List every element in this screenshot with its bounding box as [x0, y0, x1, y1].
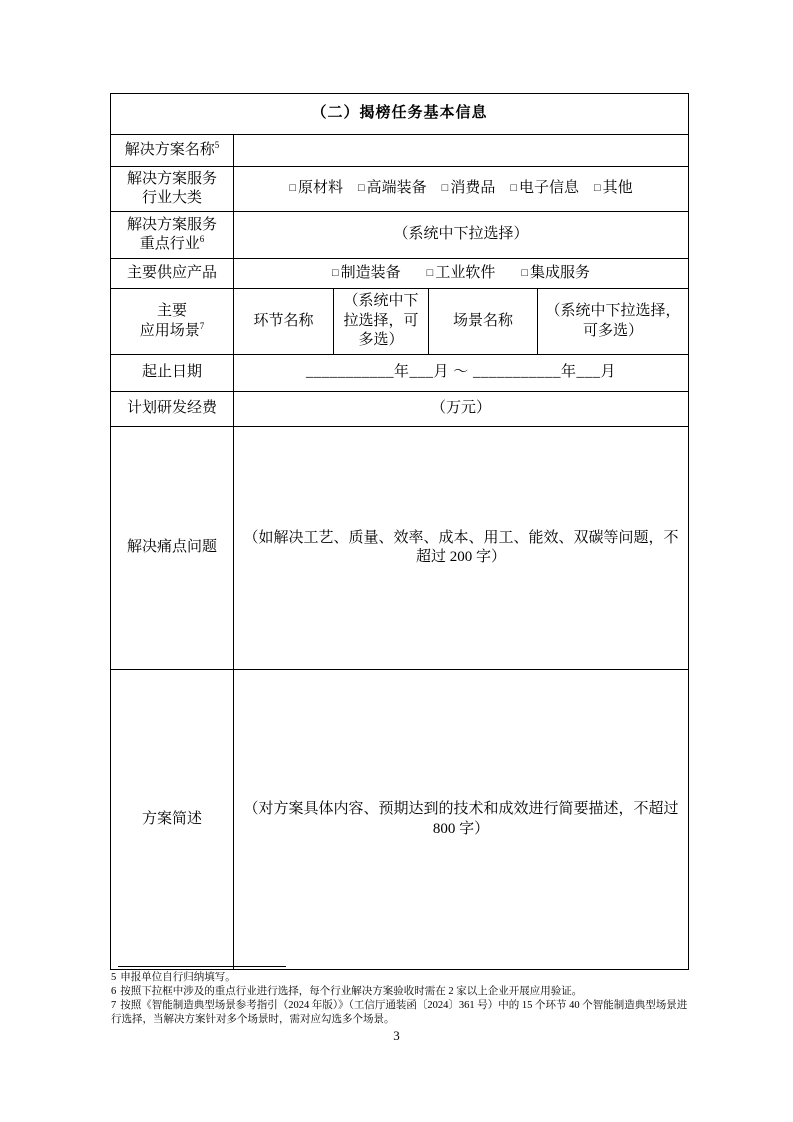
- checkbox-option: [594, 179, 633, 199]
- industry-category-options-cell: [234, 167, 689, 212]
- footnote-5: 5 申报单位自行归纳填写。: [111, 972, 236, 983]
- checkbox-icon: □: [594, 182, 601, 195]
- checkbox-label: 原材料: [297, 180, 343, 197]
- checkbox-icon: □: [521, 266, 528, 279]
- table-row: [111, 427, 689, 670]
- summary-label: 方案简述: [111, 670, 234, 970]
- table-row: [111, 259, 689, 289]
- dates-label: 起止日期: [111, 355, 234, 392]
- summary-content-cell: （对方案具体内容、预期达到的技术和成效进行简要描述，不超过 800 字）: [234, 670, 689, 970]
- checkbox-icon: □: [289, 182, 296, 195]
- page-number: 3: [393, 1028, 400, 1043]
- industry-category-label: 解决方案服务 行业大类: [111, 167, 234, 212]
- footnote-ref-6: 6: [199, 234, 205, 244]
- budget-label: 计划研发经费: [111, 392, 234, 427]
- table-row: [111, 167, 689, 212]
- key-industry-label: 解决方案服务 重点行业$^6$: [111, 212, 234, 259]
- scenario-col-link-name: 环节名称: [234, 289, 334, 355]
- checkbox-option: [358, 179, 427, 199]
- pain-points-label: 解决痛点问题: [111, 427, 234, 670]
- checkbox-icon: □: [510, 182, 517, 195]
- checkbox-option: [289, 179, 343, 199]
- table-row: [111, 355, 689, 392]
- budget-value-cell: （万元）: [234, 392, 689, 427]
- footnote-6: 6 按照下拉框中涉及的重点行业进行选择，每个行业解决方案验收时需在 2 家以上企业开展应用验证。: [111, 985, 583, 997]
- footnote-ref-7: 7: [199, 320, 205, 331]
- scenario-col-scene-select: （系统中下拉选择，可多选）: [538, 289, 689, 355]
- checkbox-icon: □: [441, 182, 449, 195]
- checkbox-option: [521, 264, 590, 284]
- table-row: [111, 135, 689, 167]
- scenario-col-link-select: （系统中下拉选择，可多选）: [334, 289, 429, 355]
- table-title: （二）揭榜任务基本信息: [111, 94, 689, 135]
- footnote-separator: [118, 966, 286, 967]
- key-industry-value-cell: （系统中下拉选择）: [234, 212, 689, 259]
- checkbox-option: [332, 264, 401, 284]
- checkbox-icon: □: [332, 266, 339, 279]
- solution-name-label: 解决方案名称$^5$: [111, 135, 234, 167]
- checkbox-label: 制造装备: [340, 264, 401, 281]
- footnote-7: 7 按照《智能制造典型场景参考指引（2024 年版）》（工信厅通装函〔2024〕361 号）中的 15 个环节 40 个智能制造典型场景进行选择，当解决方案针对多个场景时，需对应勾选多个场景。: [111, 999, 688, 1025]
- checkbox-label: 消费品: [450, 180, 496, 197]
- footnotes: [111, 971, 689, 1026]
- checkbox-label: 其他: [602, 180, 633, 197]
- checkbox-label: 高端装备: [366, 180, 427, 197]
- table-row: [111, 670, 689, 970]
- pain-points-content-cell: （如解决工艺、质量、效率、成本、用工、能效、双碳等问题，不超过 200 字）: [234, 427, 689, 670]
- solution-name-value-cell: [234, 135, 689, 167]
- scenario-col-scene-name: 场景名称: [429, 289, 538, 355]
- checkbox-label: 电子信息: [519, 180, 580, 197]
- table-row: [111, 212, 689, 259]
- checkbox-option: [427, 264, 496, 284]
- dates-value-cell: ___________年___月 ～ ___________年___月: [234, 355, 689, 392]
- checkbox-label: 集成服务: [530, 264, 591, 281]
- application-scenarios-label: 主要 应用场景$^7$: [111, 289, 234, 355]
- table-row: [111, 94, 689, 135]
- footnote-ref-5: 5: [214, 139, 220, 150]
- table-row: [111, 392, 689, 427]
- table-row: [111, 289, 689, 355]
- main-products-label: 主要供应产品: [111, 259, 234, 289]
- task-info-table: [110, 93, 689, 970]
- main-products-options-cell: [234, 259, 689, 289]
- checkbox-icon: □: [358, 182, 365, 195]
- checkbox-option: [442, 179, 496, 199]
- checkbox-label: 工业软件: [435, 264, 496, 281]
- checkbox-option: [510, 179, 579, 199]
- checkbox-icon: □: [426, 266, 434, 279]
